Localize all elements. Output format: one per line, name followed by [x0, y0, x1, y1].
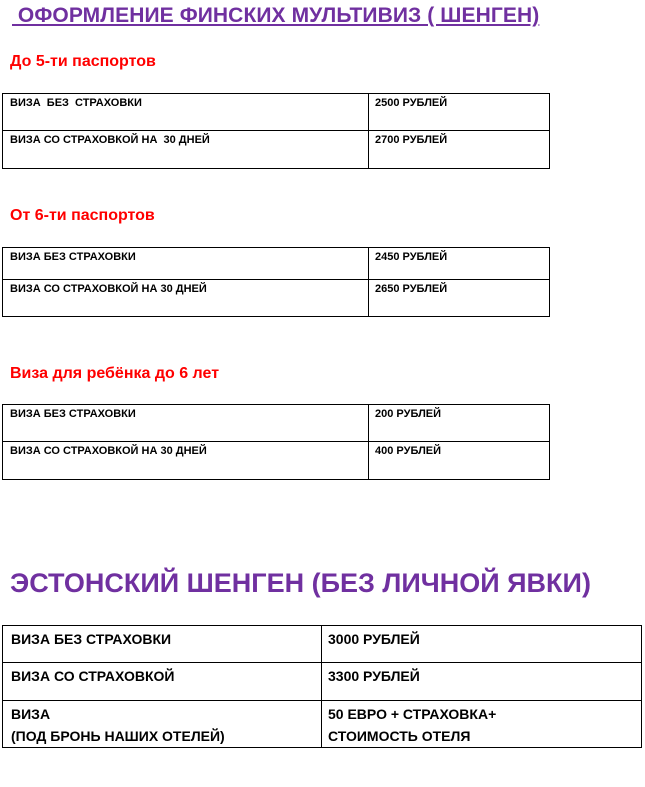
table-row [3, 405, 550, 442]
table-row [3, 131, 550, 169]
table-row [3, 442, 550, 480]
visa-type-cell: ВИЗА БЕЗ СТРАХОВКИ [3, 405, 369, 442]
section-heading-up-to-5-passports: До 5-ти паспортов [10, 53, 156, 70]
visa-type-cell [3, 663, 322, 701]
visa-type-cell: ВИЗА СО СТРАХОВКОЙ НА 30 ДНЕЙ [3, 131, 369, 169]
price-cell: 2700 РУБЛЕЙ [369, 131, 550, 169]
table-row [3, 626, 642, 663]
section-heading-child-visa: Виза для ребёнка до 6 лет [10, 365, 220, 382]
visa-type-cell: ВИЗА БЕЗ СТРАХОВКИ [3, 248, 369, 280]
table-row [3, 280, 550, 317]
visa-type-cell [3, 701, 322, 748]
price-table-estonian [2, 625, 642, 748]
section-heading-from-6-passports: От 6-ти паспортов [10, 207, 155, 224]
price-cell: 2650 РУБЛЕЙ [369, 280, 550, 317]
price-table-child-visa [2, 404, 550, 480]
visa-type-cell: ВИЗА СО СТРАХОВКОЙ НА 30 ДНЕЙ [3, 442, 369, 480]
visa-type-cell: ВИЗА СО СТРАХОВКОЙ НА 30 ДНЕЙ [3, 280, 369, 317]
price-cell [322, 663, 642, 701]
price-cell [322, 701, 642, 748]
visa-type-cell [3, 626, 322, 663]
visa-type-line: (ПОД БРОНЬ НАШИХ ОТЕЛЕЙ) [11, 728, 225, 744]
table-row [3, 248, 550, 280]
visa-type-line: ВИЗА БЕЗ СТРАХОВКИ [11, 631, 172, 647]
finnish-visa-title: ОФОРМЛЕНИЕ ФИНСКИХ МУЛЬТИВИЗ ( ШЕНГЕН) [12, 4, 540, 27]
price-line: 3300 РУБЛЕЙ [328, 668, 420, 684]
price-cell: 400 РУБЛЕЙ [369, 442, 550, 480]
price-line: СТОИМОСТЬ ОТЕЛЯ [328, 728, 471, 744]
visa-type-cell: ВИЗА БЕЗ СТРАХОВКИ [3, 94, 369, 131]
price-cell: 2500 РУБЛЕЙ [369, 94, 550, 131]
visa-type-line: ВИЗА [11, 706, 51, 722]
table-row [3, 701, 642, 748]
price-cell: 200 РУБЛЕЙ [369, 405, 550, 442]
price-table-up-to-5-passports [2, 93, 550, 169]
table-row [3, 663, 642, 701]
price-cell: 2450 РУБЛЕЙ [369, 248, 550, 280]
price-cell [322, 626, 642, 663]
price-table-from-6-passports [2, 247, 550, 317]
price-line: 50 ЕВРО + СТРАХОВКА+ [328, 706, 497, 722]
visa-type-line: ВИЗА СО СТРАХОВКОЙ [11, 668, 175, 684]
estonian-schengen-title: ЭСТОНСКИЙ ШЕНГЕН (БЕЗ ЛИЧНОЙ ЯВКИ) [10, 568, 591, 598]
table-row [3, 94, 550, 131]
price-line: 3000 РУБЛЕЙ [328, 631, 420, 647]
